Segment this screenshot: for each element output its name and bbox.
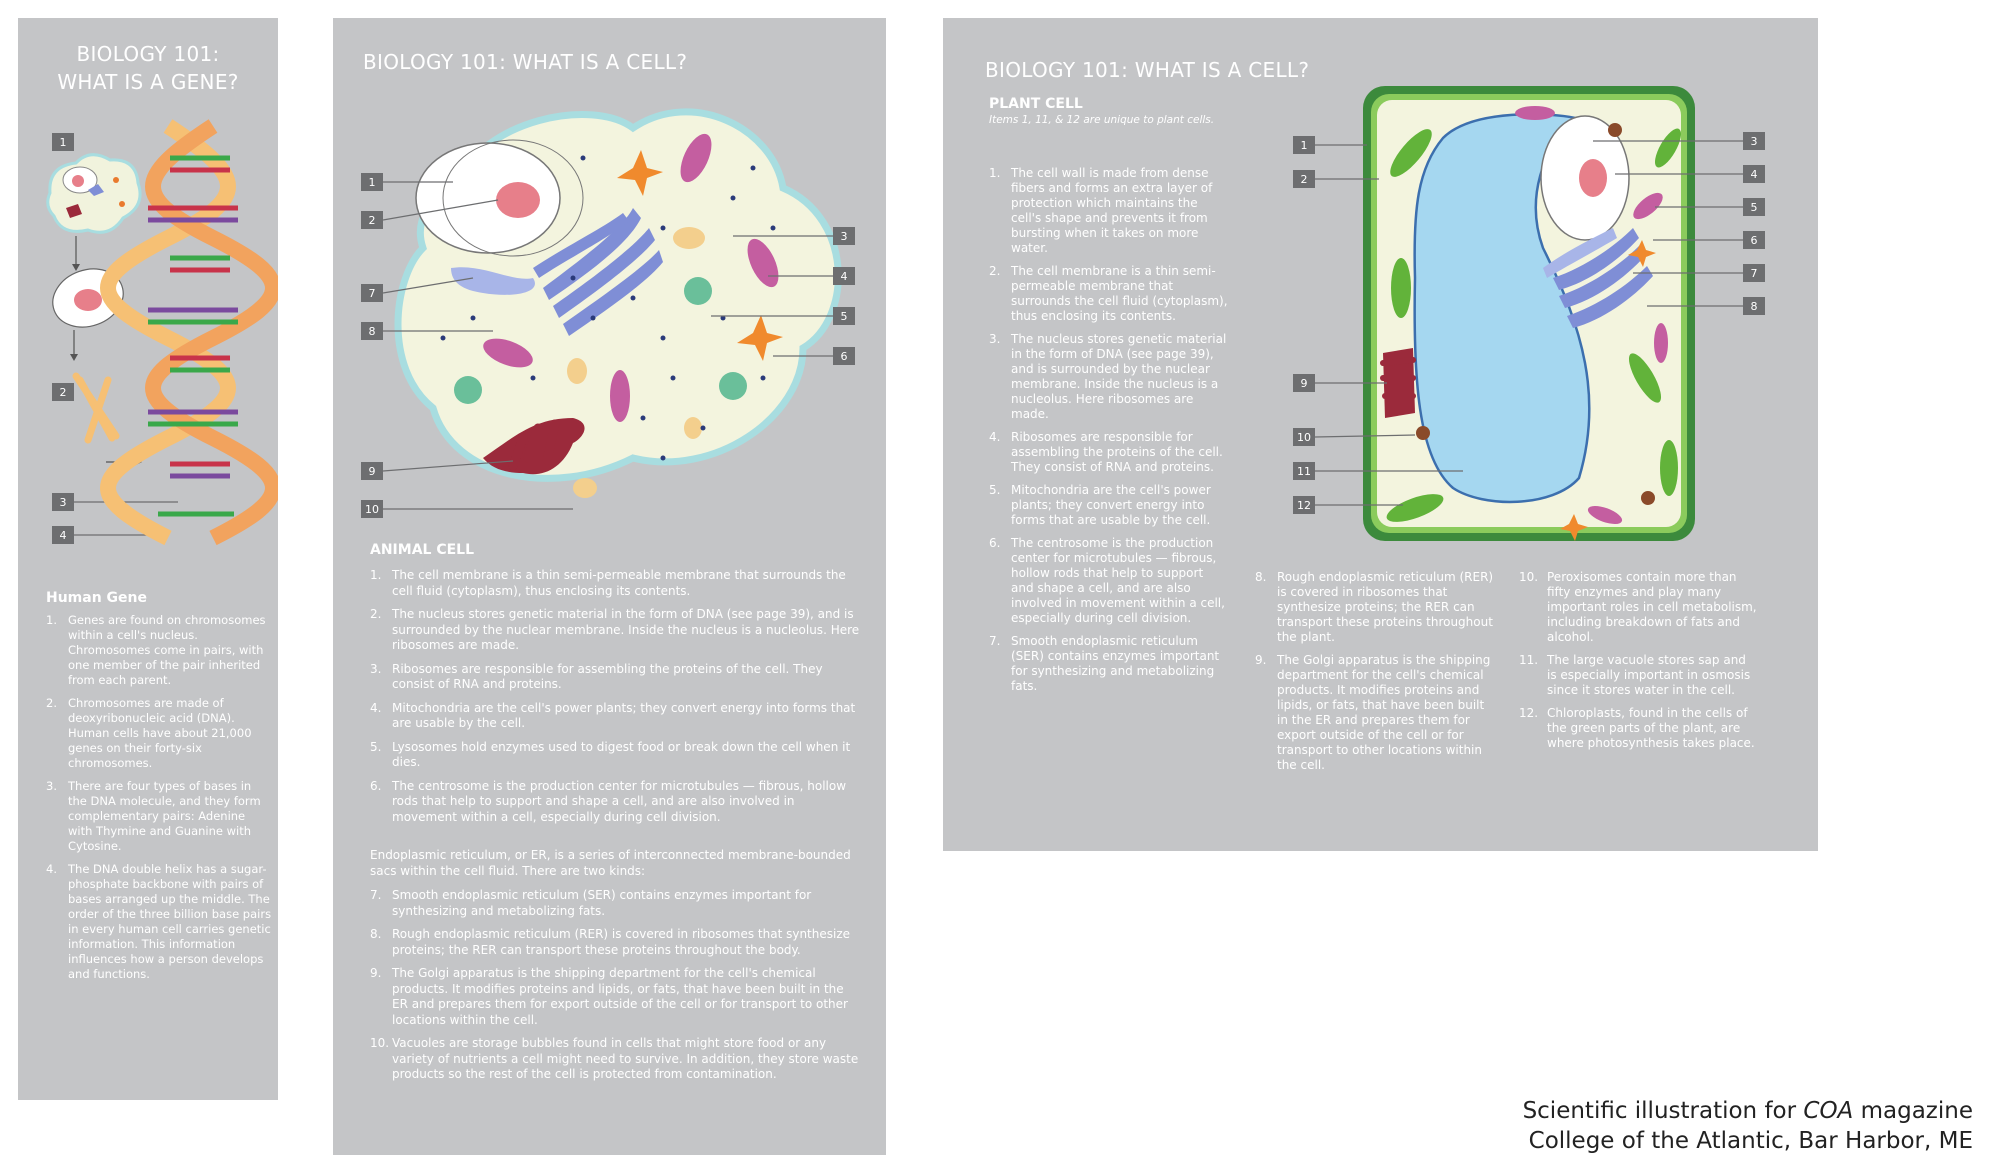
gene-callout-1 [52,133,74,151]
svg-text:12: 12 [1297,499,1311,512]
list-item: 9. The Golgi apparatus is the shipping department for the cell's chemical products. It modifies proteins and lipids, or fats, that have been built in the ER and prepares them for export outside of the cell or for transport to other locations within the cell. [370,966,848,1027]
animal-cell-panel [333,18,886,1155]
svg-text:4: 4 [840,270,848,283]
list-item: 8. Rough endoplasmic reticulum (RER) is covered in ribosomes that synthesize proteins; the RER can transport these proteins throughout the body. [370,927,851,957]
svg-text:1: 1 [1300,139,1308,152]
list-item: 8. Rough endoplasmic reticulum (RER) is covered in ribosomes that synthesize proteins; the RER can transport these proteins throughout the plant. [1255,570,1494,644]
animal-cell-illustration [333,78,886,538]
svg-text:5: 5 [1750,201,1758,214]
svg-text:8: 8 [368,325,376,338]
gene-title: BIOLOGY 101: WHAT IS A GENE? [57,42,239,94]
svg-text:10: 10 [365,503,379,516]
list-item: 1. The cell membrane is a thin semi-permeable membrane that surrounds the cell fluid (cytoplasm), thus enclosing its contents. [370,568,846,598]
list-item: 6. The centrosome is the production center for microtubules — fibrous, hollow rods that help to support and shape a cell, and are also involved in movement within a cell, especially during cell division. [989,536,1225,625]
list-item: 7. Smooth endoplasmic reticulum (SER) contains enzymes important for synthesizing and metabolizing fats. [989,634,1220,693]
plant-title: BIOLOGY 101: WHAT IS A CELL? [985,58,1310,82]
svg-text:9: 9 [368,465,376,478]
svg-text:3: 3 [59,496,67,509]
credit-line-2: College of the Atlantic, Bar Harbor, ME [1528,1128,1973,1154]
list-item: 10. Vacuoles are storage bubbles found in cells that might store food or any variety of nutrients a cell might need to survive. In addition, they store waste products so the rest of the cell is protected from contamination. [370,1036,859,1081]
list-item: 2. The cell membrane is a thin semi-permeable membrane that surrounds the cell fluid (cytoplasm), thus enclosing its contents. [989,264,1228,323]
list-item: 4. Mitochondria are the cell's power plants; they convert energy into forms that are usable by the cell. [370,700,856,730]
svg-text:3: 3 [1750,135,1758,148]
er-intro: Endoplasmic reticulum, or ER, is a series of interconnected membrane-bounded sacs within the cell fluid. There are two kinds: [370,848,851,878]
gene-panel [18,18,278,1100]
animal-title: BIOLOGY 101: WHAT IS A CELL? [363,50,688,74]
list-item: 1. The cell wall is made from dense fibers and forms an extra layer of protection which maintains the cell's shape and prevents it from bursting when it takes on more water. [989,166,1213,255]
svg-text:2: 2 [1300,173,1308,186]
plant-list-col3 [1519,570,1759,759]
list-item: 3. Ribosomes are responsible for assembling the proteins of the cell. They consist of RNA and proteins. [370,661,823,691]
animal-list-2 [370,888,860,1091]
svg-text:8: 8 [1750,300,1758,313]
plant-note: Items 1, 11, & 12 are unique to plant cells. [989,114,1215,126]
list-item: 7. Smooth endoplasmic reticulum (SER) contains enzymes important for synthesizing and metabolizing fats. [370,888,812,918]
list-item: 10. Peroxisomes contain more than fifty enzymes and play many important roles in cell metabolism, including breakdown of fats and alcohol. [1519,570,1757,644]
list-item: 5. Mitochondria are the cell's power plants; they convert energy into forms that are usable by the cell. [989,483,1211,527]
plant-cell-panel [943,18,1818,851]
list-item: 1. Genes are found on chromosomes within a cell's nucleus. Chromosomes come in pairs, with one member of the pair inherited from each parent. [46,613,266,687]
list-item: 4. Ribosomes are responsible for assembling the proteins of the cell. They consist of RNA and proteins. [989,430,1223,474]
svg-text:5: 5 [840,310,848,323]
plant-list-col2 [1255,570,1495,781]
plant-cell-illustration [1263,78,1823,558]
svg-text:1: 1 [59,136,67,149]
list-item: 3. There are four types of bases in the DNA molecule, and they form complementary pairs: Adenine with Thymine and Guanine with Cytosine. [46,779,261,853]
svg-text:7: 7 [368,287,376,300]
gene-callout-2 [52,383,74,401]
list-item: 12. Chloroplasts, found in the cells of the green parts of the plant, are where photosynthesis takes place. [1519,706,1755,750]
svg-text:6: 6 [1750,234,1758,247]
plant-heading: PLANT CELL [989,96,1083,112]
svg-text:2: 2 [368,214,376,227]
svg-text:9: 9 [1300,377,1308,390]
svg-text:10: 10 [1297,431,1311,444]
plant-list-col1 [989,166,1229,702]
list-item: 4. The DNA double helix has a sugar-phosphate backbone with pairs of bases arranged up the middle. The order of the three billion base pairs in every human cell carries genetic information. This information influences how a person develops and functions. [46,862,272,981]
svg-text:11: 11 [1297,465,1311,478]
list-item: 3. The nucleus stores genetic material in the form of DNA (see page 39), and is surrounded by the nuclear membrane. Inside the nucleus is a nucleolus. Here ribosomes are made. [989,332,1227,421]
animal-heading: ANIMAL CELL [370,542,475,558]
list-item: 5. Lysosomes hold enzymes used to digest food or break down the cell when it dies. [370,739,851,769]
animal-callout-10 [361,500,573,518]
list-item: 2. The nucleus stores genetic material in the form of DNA (see page 39), and is surrounded by the nuclear membrane. Inside the nucleus is a nucleolus. Here ribosomes are made. [370,607,860,652]
svg-text:4: 4 [1750,168,1758,181]
svg-text:6: 6 [840,350,848,363]
gene-heading: Human Gene [46,590,148,606]
credit [1523,1096,1973,1156]
svg-text:3: 3 [840,230,848,243]
plant-callout-1 [1293,136,1367,154]
svg-text:2: 2 [59,386,67,399]
svg-text:4: 4 [59,529,67,542]
svg-text:7: 7 [1750,267,1758,280]
list-item: 2. Chromosomes are made of deoxyribonucleic acid (DNA). Human cells have about 21,000 genes on their forty-six chromosomes. [46,696,252,770]
svg-text:1: 1 [368,176,376,189]
list-item: 9. The Golgi apparatus is the shipping department for the cell's chemical products. It modifies proteins and lipids, or fats, that have been built in the ER and prepares them for export outside of the cell or for transport to other locations within the cell. [1255,653,1491,772]
animal-list-1 [370,568,860,833]
gene-illustration [18,118,278,578]
gene-list [46,613,272,990]
list-item: 6. The centrosome is the production center for microtubules — fibrous, hollow rods that help to support and shape a cell, and are also involved in movement within a cell, especially during cell division. [370,778,847,824]
list-item: 11. The large vacuole stores sap and is especially important in osmosis since it stores water in the cell. [1519,653,1751,697]
credit-line-1: Scientific illustration for COA magazine [1522,1098,1973,1124]
